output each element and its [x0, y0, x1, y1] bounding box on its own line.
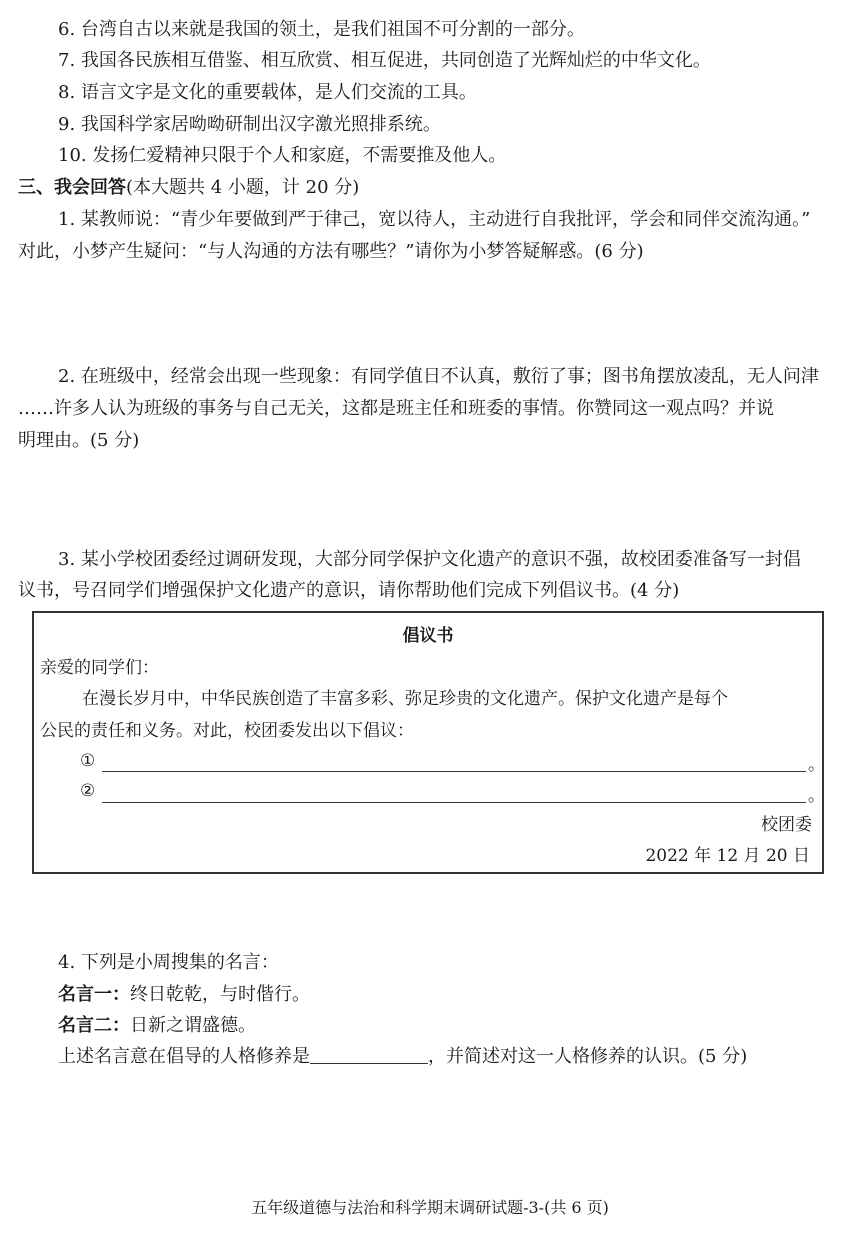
- q4-question-start: 上述名言意在倡导的人格修养是: [58, 1046, 310, 1067]
- item-10: 10. 发扬仁爱精神只限于个人和家庭，不需要推及他人。: [58, 145, 507, 166]
- proposal-box: [32, 611, 824, 874]
- proposal-body-1: 在漫长岁月中，中华民族创造了丰富多彩、弥足珍贵的文化遗产。保护文化遗产是每个: [82, 689, 728, 709]
- q4-intro: 4. 下列是小周搜集的名言：: [58, 952, 279, 973]
- q1-line-2: 对此，小梦产生疑问：“与人沟通的方法有哪些？”请你为小梦答疑解惑。(6 分): [18, 241, 644, 262]
- q3-line-1: 3. 某小学校团委经过调研发现，大部分同学保护文化遗产的意识不强，故校团委准备写一封倡: [58, 549, 801, 570]
- proposal-mark-2: ②: [80, 781, 96, 801]
- item-6: 6. 台湾自古以来就是我国的领土，是我们祖国不可分割的一部分。: [58, 19, 585, 40]
- section-3-heading: [18, 179, 359, 197]
- q4-quote-1-text: 终日乾乾，与时偕行。: [130, 984, 310, 1005]
- q2-line-2: ……许多人认为班级的事务与自己无关，这都是班主任和班委的事情。你赞同这一观点吗？并说: [18, 398, 774, 419]
- q2-line-3: 明理由。(5 分): [18, 430, 140, 451]
- proposal-mark-1: ①: [80, 751, 96, 771]
- proposal-date: 2022 年 12 月 20 日: [645, 846, 810, 866]
- item-7: 7. 我国各民族相互借鉴、相互欣赏、相互促进，共同创造了光辉灿烂的中华文化。: [58, 50, 711, 71]
- proposal-title: 倡议书: [402, 626, 454, 646]
- item-8: 8. 语言文字是文化的重要载体，是人们交流的工具。: [58, 82, 477, 103]
- q4-quote-2-label: 名言二：: [58, 1015, 130, 1036]
- page-footer: 五年级道德与法治和科学期末调研试题-3-(共 6 页): [251, 1198, 609, 1217]
- q4-quote-1-label: 名言一：: [58, 984, 130, 1005]
- q4-question: [58, 1048, 747, 1066]
- section-3-heading-label: 三、我会回答: [18, 177, 126, 198]
- q4-quote-1: [58, 986, 310, 1004]
- q4-question-end: ，并简述对这一人格修养的认识。(5 分): [428, 1046, 748, 1067]
- item-9: 9. 我国科学家居呦呦研制出汉字激光照排系统。: [58, 114, 441, 135]
- q2-line-1: 2. 在班级中，经常会出现一些现象：有同学值日不认真，敷衍了事；图书角摆放凌乱，无人问津: [58, 366, 819, 387]
- q1-line-1: 1. 某教师说：“青少年要做到严于律己，宽以待人，主动进行自我批评，学会和同伴交流沟通。”: [58, 209, 811, 230]
- q4-answer-blank[interactable]: [310, 1062, 428, 1064]
- q3-line-2: 议书，号召同学们增强保护文化遗产的意识，请你帮助他们完成下列倡议书。(4 分): [18, 580, 680, 601]
- proposal-answer-line-1[interactable]: [102, 771, 806, 772]
- proposal-signer: 校团委: [761, 815, 812, 835]
- q4-quote-2-text: 日新之谓盛德。: [130, 1015, 256, 1036]
- q4-quote-2: [58, 1017, 256, 1035]
- proposal-answer-line-2[interactable]: [102, 802, 806, 803]
- proposal-end-mark-1: 。: [808, 755, 825, 775]
- section-3-heading-score: (本大题共 4 小题，计 20 分): [126, 177, 360, 198]
- proposal-end-mark-2: 。: [808, 786, 825, 806]
- proposal-body-2: 公民的责任和义务。对此，校团委发出以下倡议：: [40, 721, 414, 741]
- proposal-greeting: 亲爱的同学们：: [40, 658, 159, 678]
